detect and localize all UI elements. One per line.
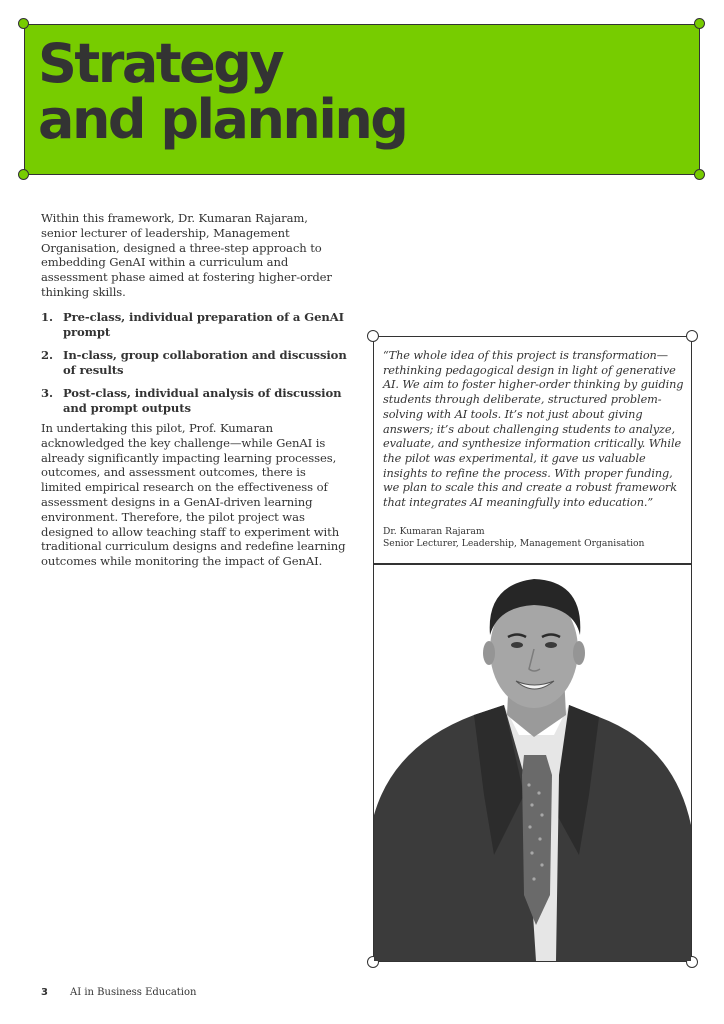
step-number: 3. bbox=[41, 386, 53, 400]
quote-corner-dot bbox=[367, 330, 379, 342]
step-text: In-class, group collaboration and discussion of results bbox=[63, 348, 347, 377]
banner-corner-dot bbox=[694, 169, 705, 180]
portrait-photo bbox=[374, 565, 691, 961]
banner-corner-dot bbox=[18, 18, 29, 29]
quote-attribution-name: Dr. Kumaran Rajaram bbox=[383, 526, 485, 537]
quote-corner-dot bbox=[686, 330, 698, 342]
step-item bbox=[41, 348, 351, 378]
banner-corner-dot bbox=[694, 18, 705, 29]
body-paragraph: In undertaking this pilot, Prof. Kumaran acknowledged the key challenge—while GenAI is already significantly impacting learning processes, outcomes, and assessment outcomes, there is limited empirical research on the effectiveness of assessment designs in a GenAI-driven learning environment. Therefore, the pilot project was designed to allow teaching staff to experiment with traditional curriculum designs and redefine learning outcomes while monitoring the impact of GenAI. bbox=[41, 421, 346, 569]
banner-corner-dot bbox=[18, 169, 29, 180]
page-title-line-1: Strategy bbox=[38, 32, 283, 95]
steps-list bbox=[41, 310, 351, 424]
page-title-line-2: and planning bbox=[38, 88, 407, 151]
page-title bbox=[38, 32, 638, 151]
step-item bbox=[41, 310, 351, 340]
portrait-illustration bbox=[374, 565, 691, 961]
step-number: 2. bbox=[41, 348, 53, 362]
step-item bbox=[41, 386, 351, 416]
quote-attribution-role: Senior Lecturer, Leadership, Management Organisation bbox=[383, 538, 645, 549]
pull-quote: “The whole idea of this project is transformation—rethinking pedagogical design in light of generative AI. We aim to foster higher-order thinking by guiding students through deliberate, structured problem-solving with AI tools. It’s not just about giving answers; it’s about challenging students to analyze, evaluate, and synthesize information critically. While the pilot was experimental, it gave us valuable insights to refine the process. With proper funding, we plan to scale this and create a robust framework that integrates AI meaningfully into education.” bbox=[383, 349, 684, 510]
step-text: Post-class, individual analysis of discussion and prompt outputs bbox=[63, 386, 342, 415]
publication-title: AI in Business Education bbox=[70, 987, 197, 998]
page-number: 3 bbox=[41, 987, 48, 998]
step-text: Pre-class, individual preparation of a GenAI prompt bbox=[63, 310, 344, 339]
intro-paragraph: Within this framework, Dr. Kumaran Rajaram, senior lecturer of leadership, Management Organisation, designed a three-step approach to embedding GenAI within a curriculum and assessment phase aimed at fostering higher-order thinking skills. bbox=[41, 211, 332, 299]
step-number: 1. bbox=[41, 310, 53, 324]
